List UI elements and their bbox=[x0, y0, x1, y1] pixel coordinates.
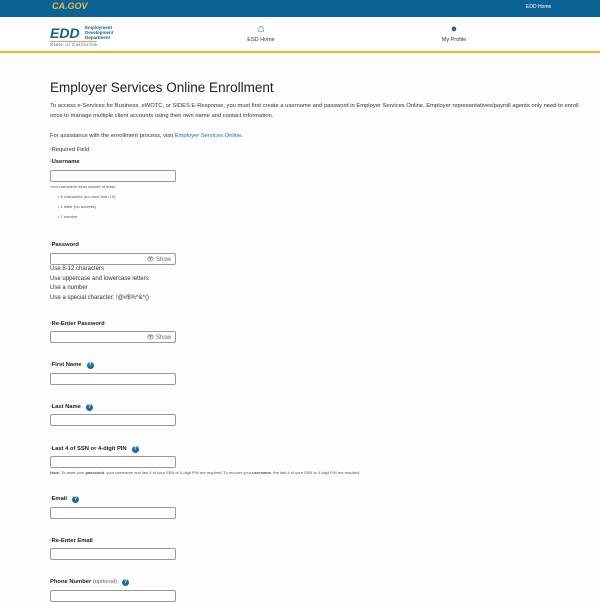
email-input[interactable] bbox=[50, 507, 176, 519]
logo-line: Department bbox=[85, 35, 111, 40]
password-rule: Use uppercase and lowercase letters bbox=[50, 275, 149, 282]
note-bold: Note: bbox=[50, 470, 61, 475]
required-mark: * bbox=[50, 321, 52, 326]
required-mark: * bbox=[50, 404, 52, 409]
show-password-toggle[interactable] bbox=[147, 256, 171, 263]
nav-label: My Profile bbox=[441, 37, 467, 43]
required-mark: * bbox=[50, 147, 52, 152]
username-rule: • 1 number bbox=[58, 214, 78, 219]
assist-text bbox=[50, 131, 580, 141]
logo-line: Employment bbox=[85, 25, 113, 30]
eye-icon: 👁 bbox=[146, 257, 155, 263]
help-icon[interactable]: ? bbox=[87, 404, 91, 410]
first-name-input[interactable] bbox=[50, 373, 176, 385]
note-text: , your username and last 4 of your SSN or 4-digit PIN are required. To recover your bbox=[104, 470, 253, 475]
email-label bbox=[50, 496, 79, 503]
password-rules bbox=[50, 265, 149, 303]
ssn-label bbox=[50, 446, 139, 453]
password-rule: Use a special character: !@#$%^&*() bbox=[50, 294, 149, 301]
first-name-label bbox=[50, 362, 94, 369]
logo-line: Development bbox=[85, 30, 114, 35]
reenter-email-label bbox=[50, 538, 93, 544]
logo-state: State of California bbox=[50, 42, 98, 47]
note-text: , the last 4 of your SSN or 4-digit PIN are required. bbox=[271, 470, 361, 475]
last-name-input[interactable] bbox=[50, 414, 176, 426]
assist-suffix: . bbox=[241, 133, 244, 139]
password-label bbox=[50, 242, 79, 248]
user-icon: ● bbox=[450, 23, 458, 35]
reenter-email-input[interactable] bbox=[50, 548, 176, 560]
show-text: Show bbox=[155, 257, 171, 263]
label-text: Re-Enter Email bbox=[51, 538, 93, 544]
edd-logo-letters: EDD bbox=[50, 25, 80, 41]
ca-gov-logo[interactable]: CA.GOV bbox=[52, 1, 88, 11]
reenter-password-label bbox=[50, 321, 105, 327]
header bbox=[0, 17, 600, 53]
required-note bbox=[50, 145, 580, 155]
label-text: Last Name bbox=[51, 404, 81, 410]
top-bar bbox=[0, 0, 600, 17]
rule-text: 1 number bbox=[60, 214, 78, 219]
username-rule: • 8 characters (no more than 15) bbox=[58, 194, 116, 199]
required-note-text: Required Field bbox=[51, 147, 90, 153]
password-input[interactable] bbox=[50, 253, 176, 265]
intro-text: To access e-Services for Business, eWOTC, or SIDES E-Response, you must first create a username and password in Employer Services Online. Employer representatives/payroll agents only need to enroll once to manage multiple client accounts using their own name and contact information. bbox=[50, 103, 579, 119]
username-rule: • 1 letter (no accents) bbox=[58, 204, 96, 209]
phone-input[interactable] bbox=[50, 590, 176, 602]
nav-my-profile[interactable] bbox=[433, 23, 475, 43]
last-name-label bbox=[50, 404, 93, 411]
phone-label bbox=[50, 579, 129, 586]
show-text: Show bbox=[155, 335, 171, 341]
label-text: Email bbox=[51, 496, 68, 502]
required-mark: * bbox=[50, 159, 52, 164]
required-mark: * bbox=[50, 242, 52, 247]
required-mark: * bbox=[50, 496, 52, 501]
required-mark: * bbox=[50, 446, 52, 451]
nav-label: ESD Home bbox=[247, 37, 275, 43]
password-rule: Use a number bbox=[50, 285, 88, 291]
label-text: Password bbox=[51, 242, 79, 248]
rule-text: 8 characters (no more than 15) bbox=[60, 194, 116, 199]
reenter-password-input[interactable] bbox=[50, 331, 176, 343]
username-label bbox=[50, 159, 80, 165]
page-title: Employer Services Online Enrollment bbox=[50, 80, 274, 95]
edd-home-link[interactable]: EDD Home bbox=[526, 4, 552, 10]
note-bold: password bbox=[85, 470, 105, 475]
label-text: Last 4 of SSN or 4-digit PIN bbox=[51, 446, 127, 452]
help-icon[interactable]: ? bbox=[88, 362, 92, 368]
optional-text: (optional) bbox=[92, 579, 118, 585]
label-text: Phone Number bbox=[50, 579, 92, 585]
home-icon: ⌂ bbox=[257, 23, 265, 35]
help-icon[interactable]: ? bbox=[74, 496, 78, 502]
show-password-toggle[interactable] bbox=[147, 334, 171, 341]
note-bold: username bbox=[252, 470, 272, 475]
nav-esd-home[interactable] bbox=[240, 23, 282, 43]
help-icon[interactable]: ? bbox=[133, 446, 137, 452]
help-icon[interactable]: ? bbox=[124, 579, 128, 585]
username-hint: Your username must include at least: bbox=[50, 184, 116, 189]
password-rule: Use 8-12 characters bbox=[50, 266, 105, 272]
username-input[interactable] bbox=[50, 170, 176, 182]
label-text: Re-Enter Password bbox=[51, 321, 105, 327]
employer-services-online-link[interactable]: Employer Services Online bbox=[174, 133, 242, 139]
required-mark: * bbox=[50, 538, 52, 543]
label-text: First Name bbox=[51, 362, 82, 368]
edd-logo[interactable] bbox=[50, 23, 122, 47]
ssn-note bbox=[50, 468, 570, 478]
rule-text: 1 letter (no accents) bbox=[60, 204, 96, 209]
label-text: Username bbox=[51, 159, 80, 165]
ssn-input[interactable] bbox=[50, 456, 176, 468]
assist-prefix: For assistance with the enrollment process, visit bbox=[50, 133, 175, 139]
required-mark: * bbox=[50, 362, 52, 367]
eye-icon: 👁 bbox=[146, 335, 155, 341]
note-text: To reset your bbox=[60, 470, 86, 475]
